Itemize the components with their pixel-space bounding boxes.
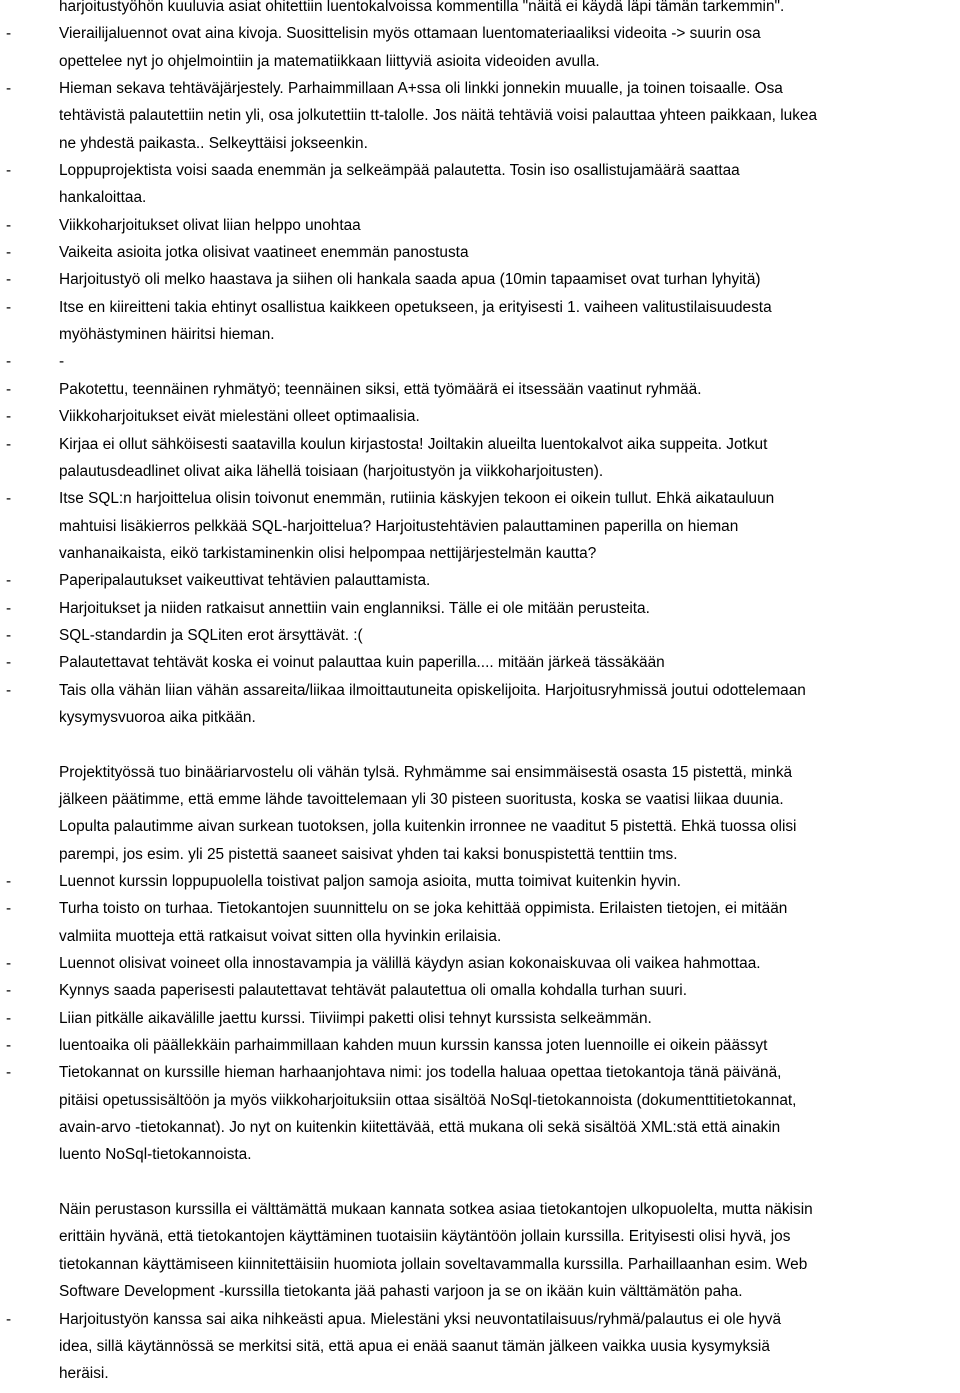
text-line: Viikkoharjoitukset olivat liian helppo unohtaa bbox=[59, 216, 361, 234]
text-line: Kirjaa ei ollut sähköisesti saatavilla koulun kirjastosta! Joiltakin alueilta luentokalvot aika suppeita. Jotkut bbox=[59, 435, 768, 453]
paragraph-gap bbox=[0, 1169, 960, 1196]
text-line: Luennot kurssin loppupuolella toistivat paljon samoja asioita, mutta toimivat kuitenkin hyvin. bbox=[59, 873, 681, 890]
list-item bbox=[0, 595, 960, 622]
text-line: mahtuisi lisäkierros pelkkää SQL-harjoittelua? Harjoitustehtävien palauttaminen paperilla on hieman bbox=[59, 517, 739, 535]
text-line: kysymysvuoroa aika pitkään. bbox=[59, 708, 256, 726]
text-line: erittäin hyvänä, että tietokantojen käyttäminen tuotaisiin käytäntöön jollain kurssilla. Erityisesti olisi hyvä, jos bbox=[59, 1228, 791, 1246]
text-line: - bbox=[59, 353, 65, 371]
text-line: harjoitustyöhön kuuluvia asiat ohitettiin luentokalvoissa kommentilla "näitä ei käydä läpi tämän tarkemmin". bbox=[59, 0, 785, 15]
text-line: Harjoitustyö oli melko haastava ja siihen oli hankala saada apua (10min tapaamiset ovat turhan lyhyitä) bbox=[59, 271, 761, 289]
text-line: luento NoSql-tietokannoista. bbox=[59, 1146, 252, 1164]
bullet-dash: - bbox=[6, 1037, 12, 1055]
list-item bbox=[0, 567, 960, 594]
text-line: Liian pitkälle aikavälille jaettu kurssi. Tiiviimpi paketti olisi tehnyt kurssista selkeämmän. bbox=[59, 1009, 652, 1027]
text-line: tehtävistä palautettiin netin yli, osa jolkutettiin tt-talolle. Jos näitä tehtäviä voisi palauttaa yhteen paikkaan, lukea bbox=[59, 107, 818, 125]
list-item bbox=[0, 75, 960, 157]
bullet-dash: - bbox=[6, 900, 12, 918]
text-line: idea, sillä käytännössä se merkitsi sitä, että apua ei enää saanut tämän jälkeen vaikka uusia kysymyksiä bbox=[59, 1337, 770, 1355]
list-item bbox=[0, 376, 960, 403]
text-line: pitäisi opetussisältöön ja myös viikkoharjoituksiin ottaa sisältöä NoSql-tietokannoista (dokumenttitietokannat, bbox=[59, 1091, 797, 1109]
list-item bbox=[0, 977, 960, 1004]
text-line: Itse en kiireitteni takia ehtinyt osallistua kaikkeen opetukseen, ja erityisesti 1. vaiheen valitustilaisuudesta bbox=[59, 298, 772, 316]
list-item bbox=[0, 266, 960, 293]
paragraph bbox=[0, 0, 960, 20]
text-line: Lopulta palautimme aivan surkean tuotoksen, jolla kuitenkin irronnee ne vaaditut 5 pistettä. Ehkä tuossa olisi bbox=[59, 818, 797, 836]
paragraph-gap bbox=[0, 731, 960, 758]
bullet-dash: - bbox=[6, 626, 12, 644]
bullet-dash: - bbox=[6, 982, 12, 1000]
text-line: palautusdeadlinet olivat aika lähellä toisiaan (harjoitustyön ja viikkoharjoitusten). bbox=[59, 462, 604, 480]
list-item bbox=[0, 1306, 960, 1388]
text-line: parempi, jos esim. yli 25 pistettä saaneet saisivat yhden tai kaksi bonuspistettä tenttiin tms. bbox=[59, 845, 678, 863]
bullet-dash: - bbox=[6, 1064, 12, 1082]
bullet-dash: - bbox=[6, 380, 12, 398]
list-item bbox=[0, 1032, 960, 1059]
text-line: vanhanaikaista, eikö tarkistaminenkin olisi helpompaa nettijärjestelmän kautta? bbox=[59, 544, 597, 562]
text-line: Vaikeita asioita jotka olisivat vaatineet enemmän panostusta bbox=[59, 244, 469, 262]
bullet-dash: - bbox=[6, 1009, 12, 1027]
list-item bbox=[0, 1059, 960, 1168]
list-item bbox=[0, 294, 960, 349]
bullet-dash: - bbox=[6, 353, 12, 371]
paragraph bbox=[0, 759, 960, 868]
text-line: heräisi. bbox=[59, 1365, 109, 1383]
text-line: valmiita muotteja että ratkaisut voivat sitten olla hyvinkin erilaisia. bbox=[59, 927, 502, 945]
text-line: myöhästyminen häiritsi hieman. bbox=[59, 326, 275, 344]
text-line: Kynnys saada paperisesti palautettavat tehtävät palautettua oli omalla kohdalla turhan suuri. bbox=[59, 982, 687, 1000]
bullet-dash: - bbox=[6, 162, 12, 180]
text-line: Harjoitukset ja niiden ratkaisut annettiin vain englanniksi. Tälle ei ole mitään perusteita. bbox=[59, 599, 650, 617]
bullet-dash: - bbox=[6, 408, 12, 426]
list-item bbox=[0, 868, 960, 895]
bullet-dash: - bbox=[6, 490, 12, 508]
bullet-dash: - bbox=[6, 572, 12, 590]
list-item bbox=[0, 649, 960, 676]
text-line: Vierailijaluennot ovat aina kivoja. Suosittelisin myös ottamaan luentomateriaaliksi videoita -> suurin osa bbox=[59, 25, 761, 43]
text-line: opettelee nyt jo ohjelmointiin ja matematiikkaan liittyviä asioita videoiden avulla. bbox=[59, 52, 600, 70]
text-line: Hieman sekava tehtäväjärjestely. Parhaimmillaan A+ssa oli linkki jonnekin muualle, ja toinen toisaalle. Osa bbox=[59, 80, 783, 98]
text-line: Loppuprojektista voisi saada enemmän ja selkeämpää palautetta. Tosin iso osallistujamäärä saattaa bbox=[59, 162, 740, 180]
bullet-dash: - bbox=[6, 80, 12, 98]
list-item bbox=[0, 403, 960, 430]
bullet-dash: - bbox=[6, 216, 12, 234]
text-line: ne yhdestä paikasta.. Selkeyttäisi jokseenkin. bbox=[59, 134, 368, 152]
list-item bbox=[0, 212, 960, 239]
bullet-dash: - bbox=[6, 599, 12, 617]
text-line: Itse SQL:n harjoittelua olisin toivonut enemmän, rutiinia käskyjen tekoon ei oikein tullut. Ehkä aikatauluun bbox=[59, 490, 775, 508]
bullet-dash: - bbox=[6, 244, 12, 262]
text-line: jälkeen päätimme, että emme lähde tavoittelemaan yli 30 pisteen suoritusta, koska se vaatisi liikaa duunia. bbox=[59, 790, 784, 808]
text-line: Paperipalautukset vaikeuttivat tehtävien palauttamista. bbox=[59, 572, 431, 590]
list-item bbox=[0, 895, 960, 950]
text-line: Software Development -kurssilla tietokanta jää pahasti varjoon ja se on ikään kuin välttämätön paha. bbox=[59, 1283, 743, 1301]
text-line: Luennot olisivat voineet olla innostavampia ja välillä käydyn asian kokonaiskuvaa oli vaikea hahmottaa. bbox=[59, 955, 761, 973]
paragraph bbox=[0, 1196, 960, 1305]
bullet-dash: - bbox=[6, 681, 12, 699]
text-line: Projektityössä tuo binääriarvostelu oli vähän tylsä. Ryhmämme sai ensimmäisestä osasta 15 pistettä, minkä bbox=[59, 763, 793, 781]
text-line: Tais olla vähän liian vähän assareita/liikaa ilmoittautuneita opiskelijoita. Harjoitusryhmissä joutui odottelemaan bbox=[59, 681, 806, 699]
text-line: hankaloittaa. bbox=[59, 189, 147, 207]
text-line: Harjoitustyön kanssa sai aika nihkeästi apua. Mielestäni yksi neuvontatilaisuus/ryhmä/palautus ei ole hyvä bbox=[59, 1310, 782, 1328]
bullet-dash: - bbox=[6, 298, 12, 316]
text-line: tietokannan käyttämiseen kiinnitettäisiin huomiota jollain soveltavammalla kurssilla. Parhaillaanhan esim. Web bbox=[59, 1255, 808, 1273]
bullet-dash: - bbox=[6, 873, 12, 890]
list-item bbox=[0, 1005, 960, 1032]
text-line: Pakotettu, teennäinen ryhmätyö; teennäinen siksi, että työmäärä ei itsessään vaatinut ryhmää. bbox=[59, 380, 702, 398]
bullet-dash: - bbox=[6, 1310, 12, 1328]
text-line: Turha toisto on turhaa. Tietokantojen suunnittelu on se joka kehittää oppimista. Erilaisten tietojen, ei mitään bbox=[59, 900, 788, 918]
list-item bbox=[0, 348, 960, 375]
list-item bbox=[0, 622, 960, 649]
text-line: SQL-standardin ja SQLiten erot ärsyttävät. :( bbox=[59, 626, 363, 644]
text-line: luentoaika oli päällekkäin parhaimmillaan kahden muun kurssin kanssa joten luennoille ei oikein päässyt bbox=[59, 1037, 768, 1055]
list-item bbox=[0, 677, 960, 732]
text-line: Tietokannat on kurssille hieman harhaanjohtava nimi: jos todella haluaa opettaa tietokantoja tänä päivänä, bbox=[59, 1064, 782, 1082]
bullet-dash: - bbox=[6, 654, 12, 672]
text-line: avain-arvo -tietokannat). Jo nyt on kuitenkin kiitettävää, että mukana oli sekä sisältöä XML:stä että ainakin bbox=[59, 1119, 781, 1137]
list-item bbox=[0, 485, 960, 567]
list-item bbox=[0, 431, 960, 486]
list-item bbox=[0, 950, 960, 977]
list-item bbox=[0, 239, 960, 266]
text-line: Viikkoharjoitukset eivät mielestäni olleet optimaalisia. bbox=[59, 408, 420, 426]
list-item bbox=[0, 157, 960, 212]
text-line: Palautettavat tehtävät koska ei voinut palauttaa kuin paperilla.... mitään järkeä tässäkään bbox=[59, 654, 665, 672]
bullet-dash: - bbox=[6, 955, 12, 973]
bullet-dash: - bbox=[6, 435, 12, 453]
text-line: Näin perustason kurssilla ei välttämättä mukaan kannata sotkea asiaa tietokantojen ulkopuolelta, mutta näkisin bbox=[59, 1201, 813, 1219]
bullet-dash: - bbox=[6, 25, 12, 43]
list-item bbox=[0, 20, 960, 75]
bullet-dash: - bbox=[6, 271, 12, 289]
